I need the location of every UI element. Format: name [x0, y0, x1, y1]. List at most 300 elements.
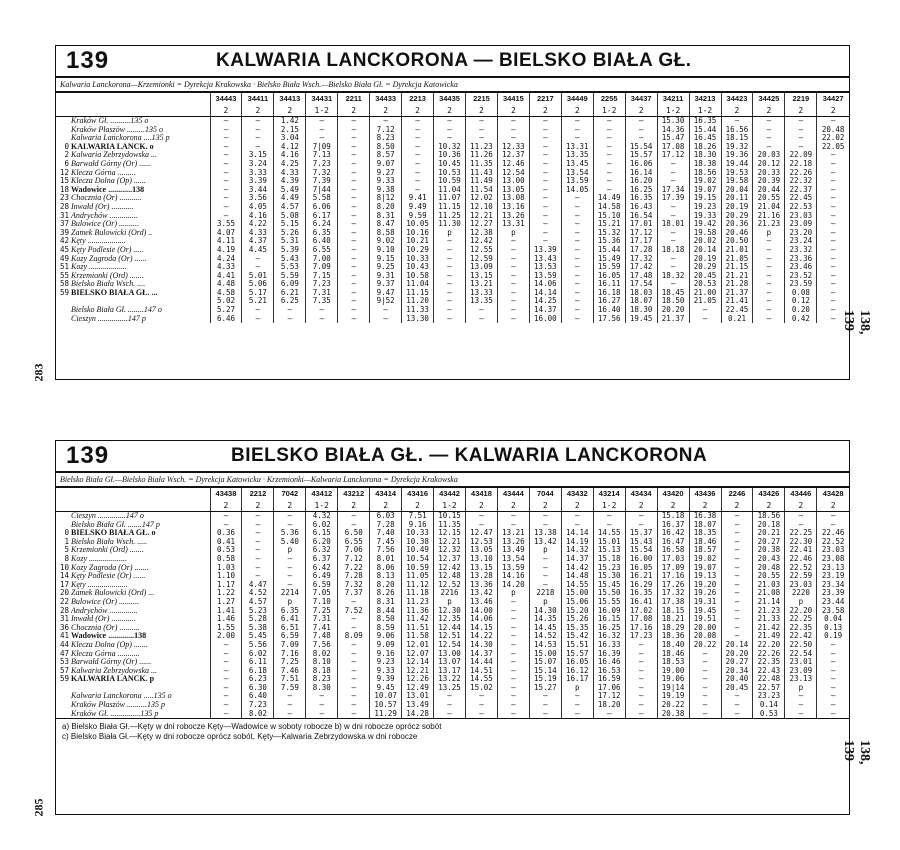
- time-cell: 12.37: [497, 151, 529, 160]
- km-cell: 22: [59, 597, 69, 606]
- time-cell: —: [785, 521, 817, 530]
- time-cell: 11.51: [402, 624, 434, 633]
- table-row: [56, 160, 849, 169]
- table-row: [56, 632, 849, 641]
- train-number: 43442: [434, 488, 466, 501]
- time-cell: 17.32: [657, 589, 689, 598]
- table-row: [56, 675, 849, 684]
- time-cell: 10.45: [434, 160, 466, 169]
- time-cell: 5.58: [306, 194, 338, 203]
- train-number: 34411: [242, 93, 274, 106]
- time-cell: 7.51: [274, 675, 306, 684]
- table-row: [56, 641, 849, 650]
- time-cell: —: [817, 667, 849, 676]
- table-row: [56, 289, 849, 298]
- time-cell: —: [338, 160, 370, 169]
- time-cell: 16.43: [625, 203, 657, 212]
- station-name: Cieszyn ..............147 o: [71, 511, 144, 520]
- time-cell: —: [817, 692, 849, 701]
- time-cell: —: [338, 255, 370, 264]
- time-cell: 22.32: [785, 177, 817, 186]
- time-cell: —: [210, 143, 242, 152]
- time-cell: —: [593, 512, 625, 521]
- time-cell: —: [338, 212, 370, 221]
- time-cell: 13.01: [402, 692, 434, 701]
- time-cell: 1.17: [210, 581, 242, 590]
- time-cell: 12.32: [434, 546, 466, 555]
- time-cell: —: [402, 126, 434, 135]
- time-cell: 13.36: [466, 581, 498, 590]
- time-cell: 16.14: [625, 169, 657, 178]
- time-cell: —: [497, 237, 529, 246]
- time-cell: —: [242, 529, 274, 538]
- time-cell: 23.09: [785, 667, 817, 676]
- time-cell: 4.45: [242, 246, 274, 255]
- time-cell: 9.33: [370, 667, 402, 676]
- train-class: 2: [721, 105, 753, 117]
- time-cell: 7.32: [306, 169, 338, 178]
- time-cell: 17.39: [657, 194, 689, 203]
- time-cell: 15.07: [529, 658, 561, 667]
- time-cell: 13.15: [466, 272, 498, 281]
- station-name: Klecza Górna .........: [71, 168, 136, 177]
- time-cell: —: [338, 220, 370, 229]
- train-number: 34415: [497, 93, 529, 106]
- train-number: 43418: [466, 488, 498, 501]
- time-cell: 8|12: [370, 194, 402, 203]
- time-cell: —: [625, 692, 657, 701]
- time-cell: 17.32: [625, 255, 657, 264]
- time-cell: 17.34: [657, 186, 689, 195]
- time-cell: 18.30: [689, 151, 721, 160]
- time-cell: 23.23: [753, 692, 785, 701]
- time-cell: 5.49: [274, 186, 306, 195]
- time-cell: 6.59: [274, 632, 306, 641]
- time-cell: 16.47: [657, 538, 689, 547]
- time-cell: 7.10: [306, 598, 338, 607]
- time-cell: —: [529, 126, 561, 135]
- km-cell: 55: [59, 271, 69, 280]
- time-cell: 18.38: [689, 160, 721, 169]
- time-cell: 23.24: [785, 237, 817, 246]
- time-cell: —: [370, 306, 402, 315]
- time-cell: 19.58: [689, 229, 721, 238]
- time-cell: 9.37: [370, 280, 402, 289]
- time-cell: 10.43: [402, 263, 434, 272]
- time-cell: —: [338, 701, 370, 710]
- time-cell: 10.36: [434, 151, 466, 160]
- time-cell: —: [210, 194, 242, 203]
- station-name: Zamek Bulowicki (Ord) ..: [71, 228, 153, 237]
- time-cell: 4.52: [242, 589, 274, 598]
- time-cell: —: [434, 272, 466, 281]
- time-cell: 22.52: [785, 564, 817, 573]
- train-class: 2: [210, 105, 242, 117]
- time-cell: 18.46: [657, 650, 689, 659]
- time-cell: 8.18: [306, 667, 338, 676]
- time-cell: —: [561, 710, 593, 719]
- time-cell: 7.56: [370, 546, 402, 555]
- time-cell: 22.43: [753, 667, 785, 676]
- time-cell: 14.42: [561, 564, 593, 573]
- time-cell: —: [817, 220, 849, 229]
- time-cell: 12.54: [434, 641, 466, 650]
- time-cell: 6.35: [306, 229, 338, 238]
- time-cell: —: [561, 255, 593, 264]
- time-cell: 19.00: [657, 667, 689, 676]
- time-cell: 19.13: [689, 572, 721, 581]
- time-cell: —: [529, 512, 561, 521]
- time-cell: —: [497, 297, 529, 306]
- time-cell: —: [338, 521, 370, 530]
- time-cell: 5.21: [242, 297, 274, 306]
- time-cell: —: [817, 272, 849, 281]
- time-cell: 15.10: [593, 212, 625, 221]
- time-cell: —: [817, 151, 849, 160]
- train-number: 43414: [370, 488, 402, 501]
- time-cell: —: [434, 126, 466, 135]
- time-cell: 12.07: [402, 650, 434, 659]
- time-cell: 4.25: [274, 160, 306, 169]
- time-cell: —: [721, 564, 753, 573]
- time-cell: 16.29: [625, 581, 657, 590]
- time-cell: 19.32: [721, 143, 753, 152]
- station-name: Klecza Dolna (Op) .......: [71, 640, 148, 649]
- time-cell: 0.19: [817, 632, 849, 641]
- train-class: 2: [561, 500, 593, 512]
- time-cell: 10.58: [402, 272, 434, 281]
- time-cell: 13.31: [497, 220, 529, 229]
- time-cell: 12.48: [434, 572, 466, 581]
- time-cell: —: [689, 667, 721, 676]
- time-cell: 8.44: [370, 607, 402, 616]
- time-cell: 22.25: [785, 615, 817, 624]
- station-name: KALWARIA LANCK. o: [71, 142, 154, 151]
- time-cell: 10.53: [434, 169, 466, 178]
- time-cell: 15.45: [593, 581, 625, 590]
- time-cell: 21.49: [753, 632, 785, 641]
- time-cell: 20.46: [721, 229, 753, 238]
- time-cell: 20.40: [721, 675, 753, 684]
- time-cell: —: [817, 229, 849, 238]
- time-cell: 14.15: [466, 624, 498, 633]
- km-cell: 14: [59, 572, 69, 581]
- time-cell: 19.31: [689, 598, 721, 607]
- time-cell: 17.38: [657, 598, 689, 607]
- table-row: [56, 143, 849, 152]
- time-cell: 15.42: [561, 632, 593, 641]
- time-cell: —: [785, 126, 817, 135]
- time-cell: 2220: [785, 589, 817, 598]
- time-cell: —: [210, 521, 242, 530]
- time-cell: —: [529, 134, 561, 143]
- time-cell: p: [434, 229, 466, 238]
- time-cell: 9.16: [370, 650, 402, 659]
- table-row: [56, 624, 849, 633]
- time-cell: 11.20: [402, 297, 434, 306]
- time-cell: 16.58: [657, 546, 689, 555]
- time-cell: 4.19: [210, 246, 242, 255]
- train-number: 43212: [338, 488, 370, 501]
- table-row: [56, 607, 849, 616]
- time-cell: 21.15: [721, 263, 753, 272]
- time-cell: 21.33: [753, 615, 785, 624]
- time-cell: 9.10: [370, 246, 402, 255]
- time-cell: —: [689, 675, 721, 684]
- time-cell: 20.55: [753, 572, 785, 581]
- time-cell: —: [466, 117, 498, 126]
- km-cell: 41: [59, 632, 69, 641]
- time-cell: 6.25: [274, 297, 306, 306]
- time-cell: 23.32: [785, 246, 817, 255]
- table-row: [56, 306, 849, 315]
- time-cell: —: [338, 194, 370, 203]
- time-cell: 14.25: [529, 297, 561, 306]
- time-cell: —: [434, 315, 466, 324]
- time-cell: —: [817, 186, 849, 195]
- station-name: Inwałd (Or) ............: [71, 615, 136, 624]
- time-cell: 7.09: [306, 263, 338, 272]
- station-name: Bielsko Biała Wsch. .....: [71, 537, 148, 546]
- time-cell: —: [721, 710, 753, 719]
- time-cell: 8.59: [370, 624, 402, 633]
- time-cell: 22.35: [753, 658, 785, 667]
- time-cell: —: [402, 143, 434, 152]
- table-row: [56, 151, 849, 160]
- time-cell: 6.11: [242, 658, 274, 667]
- train-number: 34213: [689, 93, 721, 106]
- time-cell: 18.07: [689, 521, 721, 530]
- station-name: Kęty ....................: [71, 580, 128, 589]
- time-cell: —: [817, 169, 849, 178]
- time-cell: 13.26: [497, 212, 529, 221]
- time-cell: 20.20: [721, 650, 753, 659]
- time-cell: —: [338, 658, 370, 667]
- time-cell: —: [721, 529, 753, 538]
- time-cell: —: [242, 564, 274, 573]
- time-cell: —: [657, 263, 689, 272]
- time-cell: 10.33: [402, 255, 434, 264]
- time-cell: 20.12: [753, 160, 785, 169]
- time-cell: 20.11: [721, 194, 753, 203]
- time-cell: 19.33: [689, 212, 721, 221]
- time-cell: 20.08: [689, 632, 721, 641]
- time-cell: 10.15: [434, 512, 466, 521]
- time-cell: 14.48: [561, 572, 593, 581]
- time-cell: 9.31: [370, 272, 402, 281]
- time-cell: —: [721, 607, 753, 616]
- table-header: [56, 441, 849, 473]
- time-cell: —: [210, 512, 242, 521]
- table-row: [56, 315, 849, 324]
- time-cell: 4.57: [242, 598, 274, 607]
- time-cell: —: [497, 289, 529, 298]
- time-cell: —: [753, 126, 785, 135]
- time-cell: —: [561, 212, 593, 221]
- time-cell: —: [657, 229, 689, 238]
- km-cell: 28: [59, 606, 69, 615]
- train-number: 2211: [338, 93, 370, 106]
- time-cell: 18.50: [657, 297, 689, 306]
- km-cell: 17: [59, 580, 69, 589]
- time-cell: 7.40: [370, 529, 402, 538]
- time-cell: —: [210, 151, 242, 160]
- time-cell: 0.21: [721, 315, 753, 324]
- time-cell: 15.27: [529, 684, 561, 693]
- time-cell: 19.06: [657, 675, 689, 684]
- time-cell: 16.17: [561, 675, 593, 684]
- time-cell: 16.00: [529, 315, 561, 324]
- time-cell: 7.59: [274, 684, 306, 693]
- time-cell: 4.32: [306, 512, 338, 521]
- time-cell: 22.42: [785, 632, 817, 641]
- time-cell: —: [306, 315, 338, 324]
- table-row: [56, 521, 849, 530]
- time-cell: 9.38: [370, 186, 402, 195]
- time-cell: —: [274, 512, 306, 521]
- time-cell: 14.00: [466, 607, 498, 616]
- time-cell: 1.41: [210, 607, 242, 616]
- time-cell: 20.48: [753, 564, 785, 573]
- time-cell: —: [721, 117, 753, 126]
- time-cell: p: [434, 598, 466, 607]
- table-row: [56, 237, 849, 246]
- time-cell: —: [561, 203, 593, 212]
- time-cell: —: [657, 280, 689, 289]
- time-cell: 6.24: [306, 220, 338, 229]
- km-cell: 31: [59, 211, 69, 220]
- time-cell: 9.06: [370, 632, 402, 641]
- time-cell: 13.05: [497, 186, 529, 195]
- time-cell: —: [817, 246, 849, 255]
- time-cell: —: [466, 126, 498, 135]
- time-cell: —: [753, 297, 785, 306]
- time-cell: 19.07: [689, 564, 721, 573]
- time-cell: 8.10: [306, 658, 338, 667]
- time-cell: 17.56: [593, 315, 625, 324]
- time-cell: —: [817, 255, 849, 264]
- station-name: Kraków Gł. ...............135 p: [71, 709, 159, 718]
- km-cell: 59: [59, 288, 69, 297]
- time-cell: 15.18: [657, 512, 689, 521]
- time-cell: 9.27: [370, 169, 402, 178]
- time-cell: —: [785, 117, 817, 126]
- time-cell: 11.12: [402, 581, 434, 590]
- time-cell: 19.07: [689, 186, 721, 195]
- station-name: [70, 684, 210, 693]
- time-cell: 12.21: [466, 212, 498, 221]
- time-cell: 22.25: [785, 529, 817, 538]
- time-cell: —: [338, 289, 370, 298]
- time-cell: 5.17: [242, 289, 274, 298]
- time-cell: 8.09: [338, 632, 370, 641]
- time-cell: 7.31: [306, 615, 338, 624]
- time-cell: —: [274, 572, 306, 581]
- time-cell: —: [338, 641, 370, 650]
- time-cell: 5.39: [274, 246, 306, 255]
- time-cell: 19.42: [689, 220, 721, 229]
- time-cell: 16.56: [721, 126, 753, 135]
- time-cell: —: [753, 237, 785, 246]
- time-cell: —: [785, 143, 817, 152]
- time-cell: 14.30: [466, 641, 498, 650]
- time-cell: —: [434, 289, 466, 298]
- time-cell: 15.37: [625, 529, 657, 538]
- time-cell: —: [242, 538, 274, 547]
- time-cell: 15.21: [593, 220, 625, 229]
- time-cell: —: [338, 684, 370, 693]
- train-number: 34433: [370, 93, 402, 106]
- time-cell: 1.42: [274, 117, 306, 126]
- time-cell: 21.21: [721, 272, 753, 281]
- time-cell: 16.05: [593, 272, 625, 281]
- time-cell: 13.26: [497, 538, 529, 547]
- time-cell: 20.50: [721, 237, 753, 246]
- train-class: 2: [466, 105, 498, 117]
- time-cell: 23.20: [785, 229, 817, 238]
- time-cell: —: [625, 126, 657, 135]
- time-cell: 6.30: [242, 684, 274, 693]
- time-cell: —: [434, 134, 466, 143]
- time-cell: —: [338, 598, 370, 607]
- time-cell: —: [306, 710, 338, 719]
- table-row: [56, 529, 849, 538]
- time-cell: 15.57: [625, 151, 657, 160]
- time-cell: 12.49: [402, 684, 434, 693]
- time-cell: 16.00: [625, 555, 657, 564]
- time-cell: 12.15: [434, 529, 466, 538]
- time-cell: 1.46: [210, 615, 242, 624]
- time-cell: 15.35: [561, 624, 593, 633]
- time-cell: —: [466, 134, 498, 143]
- time-cell: 4.12: [274, 143, 306, 152]
- km-cell: 8: [64, 554, 69, 563]
- time-cell: —: [561, 315, 593, 324]
- time-cell: 11.26: [466, 151, 498, 160]
- km-cell: 18: [59, 185, 69, 194]
- time-cell: 12.42: [466, 237, 498, 246]
- time-cell: —: [497, 667, 529, 676]
- time-cell: —: [817, 212, 849, 221]
- time-cell: 12.27: [466, 220, 498, 229]
- time-cell: p: [274, 546, 306, 555]
- time-cell: 13.08: [497, 194, 529, 203]
- time-cell: 7.52: [338, 607, 370, 616]
- footnotes: [56, 718, 849, 745]
- time-cell: —: [210, 675, 242, 684]
- time-cell: 14.30: [529, 607, 561, 616]
- time-cell: 16.25: [625, 186, 657, 195]
- time-cell: 2216: [434, 589, 466, 598]
- time-cell: —: [753, 246, 785, 255]
- time-cell: —: [434, 701, 466, 710]
- time-cell: —: [274, 692, 306, 701]
- table-row: [56, 684, 849, 693]
- time-cell: —: [466, 692, 498, 701]
- train-class: 2: [625, 105, 657, 117]
- time-cell: —: [210, 684, 242, 693]
- station-name: Inwałd (Or) ...........: [71, 202, 134, 211]
- km-cell: 58: [59, 280, 69, 289]
- station-name: Kęty ...................: [71, 237, 126, 246]
- train-number: 34437: [625, 93, 657, 106]
- time-cell: 7.41: [306, 624, 338, 633]
- footnote: c) Bielsko Biała Gł.—Kęty w dni robocze oprócz sobót, Kęty—Kalwaria Zebrzydowska w dni robocze: [62, 732, 418, 742]
- train-class: 1-2: [306, 105, 338, 117]
- time-cell: —: [625, 650, 657, 659]
- time-cell: —: [497, 315, 529, 324]
- time-cell: —: [466, 710, 498, 719]
